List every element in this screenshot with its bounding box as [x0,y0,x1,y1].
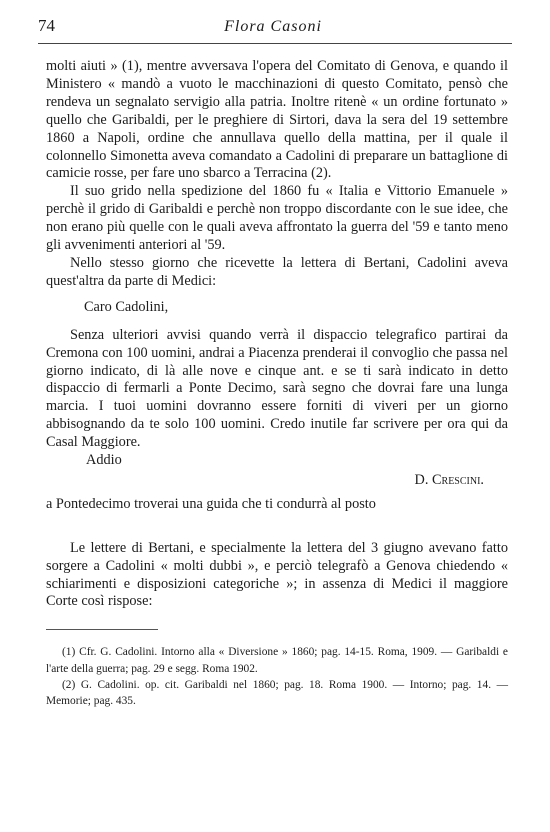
footnote-1: (1) Cfr. G. Cadolini. Intorno alla « Diversione » 1860; pag. 14-15. Roma, 1909. — Garibaldi e l'arte della guerra; pag. 29 e segg. Roma 1902. [46,646,508,675]
signature-name: D. Crescini. [414,471,484,488]
page-number: 74 [38,16,55,35]
page-header [38,16,508,38]
letter-closing: Addio [86,452,122,469]
paragraph-1: molti aiuti » (1), mentre avversava l'opera del Comitato di Genova, e quando il Ministero « mandò a vuoto le macchinazioni di questo Comitato, pensò che rendeva un segnalato servigio alla patria. Inoltre ritenè « un ordine fortunato » quello che Garibaldi, per le preghiere di Sirtori, dava la sera del 19 settembre 1860 a Napoli, ordine che annullava quello della mattina, per il quale il colonnello Simonetta aveva comandato a Cadolini di preparare un battaglione di camicie rosse, per fare uno sbarco a Terracina (2). [46,58,508,182]
footnote-2: (2) G. Cadolini. op. cit. Garibaldi nel 1860; pag. 18. Roma 1900. — Intorno; pag. 14. — Memorie; pag. 435. [46,678,508,707]
footnote-rule [46,629,158,630]
letter-signature [46,472,508,490]
header-rule [38,43,512,44]
letter-salutation: Caro Cadolini, [84,298,169,315]
page-body [46,58,508,709]
running-head: Flora Casoni [224,18,322,35]
paragraph-4: Le lettere di Bertani, e specialmente la lettera del 3 giugno avevano fatto sorgere a Cadolini « molti dubbi », e perciò telegrafò a Genova chiedendo « schiarimenti e disposizioni categoriche »; in assenza di Medici il maggiore Corte così rispose: [46,539,508,610]
paragraph-3: Nello stesso giorno che ricevette la lettera di Bertani, Cadolini aveva quest'altra da parte di Medici: [46,254,508,289]
paragraph-2: Il suo grido nella spedizione del 1860 fu « Italia e Vittorio Emanuele » perchè il grido di Garibaldi e perchè non troppo discordante con le sue idee, che non erano più quelle con le quali aveva affrontato la guerra del '59 e tanto meno gli avvenimenti anteriori al '59. [46,183,508,254]
letter-body: Senza ulteriori avvisi quando verrà il dispaccio telegrafico partirai da Cremona con 100 uomini, andrai a Piacenza prenderai il convoglio che passa nel giorno indicato, di là alle nove e cinque ant. e se ti sarà indicato in detto dispaccio di fermarli a Ponte Decimo, sarà segno che dovrai fare una lunga marcia. I tuoi uomini dovranno essere forniti di viveri per un giorno abbisognando da te solo 100 uomini. Credo inutile far scrivere per ora qui da Casal Maggiore. [46,326,508,451]
handwritten-addition: a Pontedecimo troverai una guida che ti condurrà al posto [46,495,376,512]
footnotes [46,644,508,709]
